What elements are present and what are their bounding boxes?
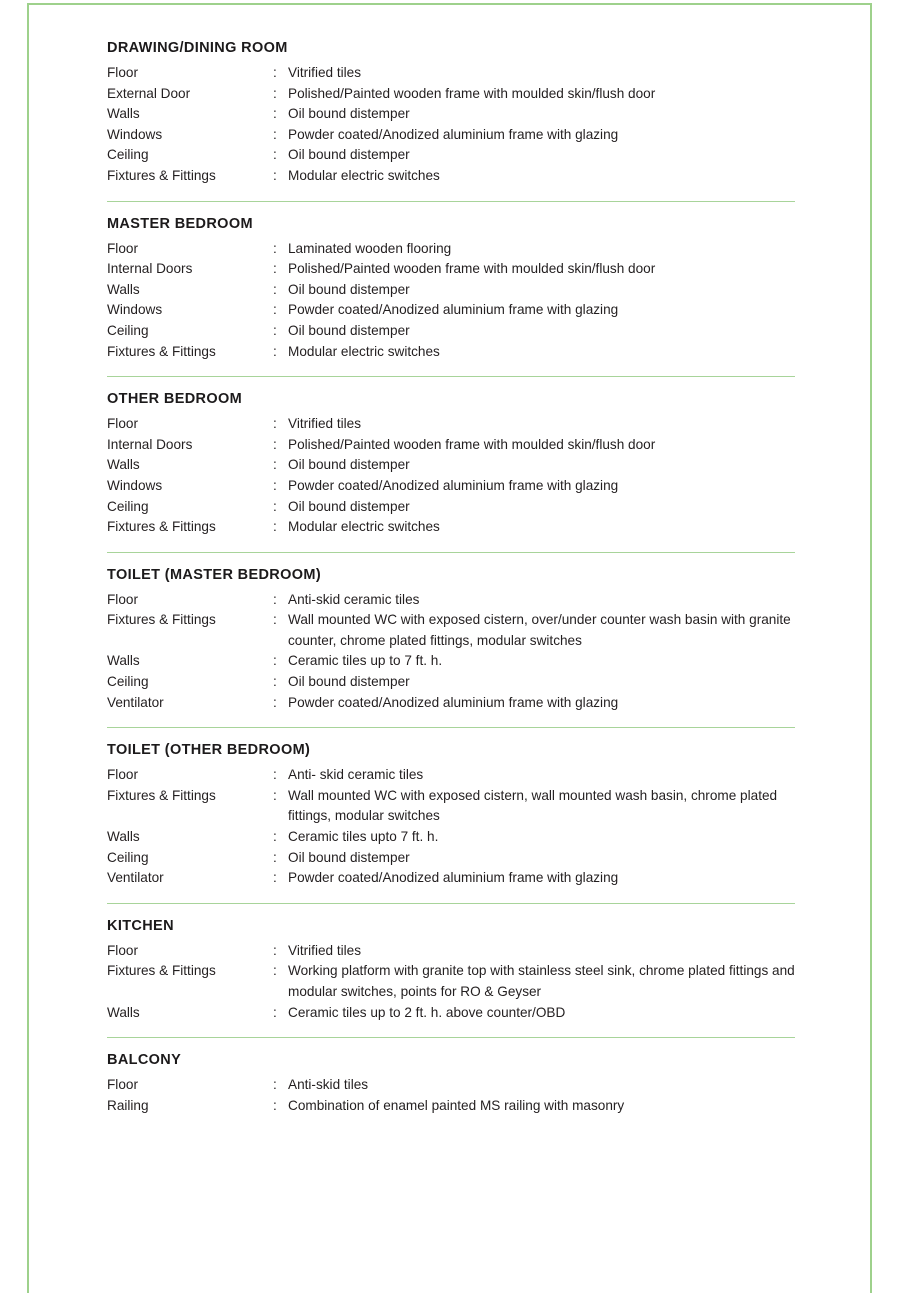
spec-value: Oil bound distemper	[288, 106, 410, 122]
spec-value: Powder coated/Anodized aluminium frame with glazing	[288, 694, 619, 710]
spec-label: Ceiling	[107, 322, 149, 338]
spec-value: Modular electric switches	[288, 343, 440, 359]
spec-row	[107, 517, 807, 538]
spec-row	[107, 455, 807, 476]
spec-label: Floor	[107, 591, 138, 607]
spec-section	[107, 567, 807, 714]
spec-value: Anti-skid ceramic tiles	[288, 591, 420, 607]
spec-row	[107, 651, 807, 672]
spec-row	[107, 84, 807, 105]
spec-label: Fixtures & Fittings	[107, 787, 216, 803]
spec-value: Vitrified tiles	[288, 416, 362, 432]
spec-row	[107, 590, 807, 611]
spec-row	[107, 941, 807, 962]
spec-label: Windows	[107, 302, 163, 318]
spec-value: Powder coated/Anodized aluminium frame with glazing	[288, 126, 619, 142]
section-divider	[107, 903, 795, 904]
spec-value: Vitrified tiles	[288, 942, 362, 958]
spec-colon: :	[273, 457, 277, 473]
spec-row	[107, 827, 807, 848]
spec-value: Combination of enamel painted MS railing with masonry	[288, 1097, 625, 1113]
spec-colon: :	[273, 1077, 277, 1093]
section-divider	[107, 201, 795, 202]
spec-colon: :	[273, 65, 277, 80]
spec-colon: :	[273, 416, 277, 432]
spec-value: Polished/Painted wooden frame with moulded skin/flush door	[288, 261, 656, 277]
spec-value: Oil bound distemper	[288, 498, 410, 514]
spec-value: Wall mounted WC with exposed cistern, wall mounted wash basin, chrome plated fittings, modular switches	[288, 787, 778, 824]
section-title: OTHER BEDROOM	[107, 391, 243, 408]
spec-colon: :	[273, 147, 277, 163]
spec-label: Walls	[107, 1004, 140, 1020]
spec-section	[107, 918, 807, 1023]
spec-colon: :	[273, 281, 277, 297]
section-title: TOILET (OTHER BEDROOM)	[107, 742, 311, 759]
spec-label: Ventilator	[107, 870, 164, 886]
spec-label: Ceiling	[107, 147, 149, 163]
section-divider	[107, 1037, 795, 1038]
spec-value: Ceramic tiles up to 2 ft. h. above counter/OBD	[288, 1004, 566, 1020]
spec-colon: :	[273, 787, 277, 803]
spec-colon: :	[273, 322, 277, 338]
spec-label: Ceiling	[107, 498, 149, 514]
spec-label: Railing	[107, 1097, 149, 1113]
spec-value: Ceramic tiles upto 7 ft. h.	[288, 829, 439, 845]
spec-value: Vitrified tiles	[288, 65, 362, 80]
spec-colon: :	[273, 1004, 277, 1020]
section-title: BALCONY	[107, 1052, 182, 1069]
spec-colon: :	[273, 477, 277, 493]
spec-row	[107, 300, 807, 321]
spec-colon: :	[273, 829, 277, 845]
spec-label: Walls	[107, 829, 140, 845]
spec-value: Oil bound distemper	[288, 674, 410, 690]
spec-label: Floor	[107, 942, 138, 958]
spec-value: Powder coated/Anodized aluminium frame with glazing	[288, 870, 619, 886]
section-title: DRAWING/DINING ROOM	[107, 40, 288, 56]
spec-row	[107, 63, 807, 84]
spec-colon: :	[273, 653, 277, 669]
section-divider	[107, 727, 795, 728]
spec-value: Modular electric switches	[288, 519, 440, 535]
spec-row	[107, 259, 807, 280]
section-title: KITCHEN	[107, 917, 174, 934]
spec-row	[107, 145, 807, 166]
spec-label: Windows	[107, 477, 163, 493]
spec-row	[107, 1075, 807, 1096]
spec-label: Walls	[107, 106, 140, 122]
spec-label: Walls	[107, 281, 140, 297]
spec-label: Floor	[107, 1077, 138, 1093]
spec-colon: :	[273, 963, 277, 979]
spec-colon: :	[273, 343, 277, 359]
spec-value: Oil bound distemper	[288, 457, 410, 473]
spec-label: Ventilator	[107, 694, 164, 710]
spec-value: Ceramic tiles up to 7 ft. h.	[288, 653, 443, 669]
spec-label: Floor	[107, 240, 138, 256]
spec-row	[107, 125, 807, 146]
spec-colon: :	[273, 849, 277, 865]
spec-value: Oil bound distemper	[288, 849, 410, 865]
spec-colon: :	[273, 519, 277, 535]
spec-label: Fixtures & Fittings	[107, 612, 216, 628]
spec-row	[107, 786, 807, 827]
spec-label: Windows	[107, 126, 163, 142]
spec-value: Laminated wooden flooring	[288, 240, 452, 256]
spec-value: Powder coated/Anodized aluminium frame with glazing	[288, 302, 619, 318]
spec-label: Walls	[107, 653, 140, 669]
spec-label: Walls	[107, 457, 140, 473]
spec-value: Working platform with granite top with stainless steel sink, chrome plated fittings and modular switches, points for RO & Geyser	[288, 963, 795, 999]
section-title: MASTER BEDROOM	[107, 215, 253, 232]
spec-value: Polished/Painted wooden frame with moulded skin/flush door	[288, 436, 656, 452]
spec-colon: :	[273, 767, 277, 783]
section-divider	[107, 376, 795, 377]
spec-colon: :	[273, 302, 277, 318]
spec-label: Fixtures & Fittings	[107, 167, 216, 183]
spec-row	[107, 435, 807, 456]
spec-label: Fixtures & Fittings	[107, 343, 216, 359]
spec-row	[107, 342, 807, 363]
spec-row	[107, 1003, 807, 1024]
spec-value: Wall mounted WC with exposed cistern, over/under counter wash basin with granite counter, chrome plated fittings, modular switches	[288, 612, 791, 648]
spec-colon: :	[273, 126, 277, 142]
spec-label: Ceiling	[107, 849, 149, 865]
spec-label: External Door	[107, 85, 191, 101]
spec-row	[107, 321, 807, 342]
spec-section	[107, 216, 807, 363]
spec-value: Modular electric switches	[288, 167, 440, 183]
spec-row	[107, 693, 807, 714]
spec-row	[107, 1096, 807, 1117]
spec-row	[107, 868, 807, 889]
spec-row	[107, 280, 807, 301]
spec-colon: :	[273, 261, 277, 277]
spec-section	[107, 40, 807, 187]
spec-row	[107, 414, 807, 435]
spec-label: Fixtures & Fittings	[107, 519, 216, 535]
spec-row	[107, 848, 807, 869]
spec-colon: :	[273, 436, 277, 452]
spec-label: Ceiling	[107, 674, 149, 690]
spec-row	[107, 166, 807, 187]
spec-section	[107, 1052, 807, 1116]
spec-colon: :	[273, 694, 277, 710]
spec-colon: :	[273, 85, 277, 101]
spec-label: Floor	[107, 65, 138, 80]
spec-colon: :	[273, 591, 277, 607]
spec-row	[107, 497, 807, 518]
spec-row	[107, 765, 807, 786]
spec-section	[107, 742, 807, 889]
spec-colon: :	[273, 870, 277, 886]
spec-row	[107, 610, 807, 651]
section-divider	[107, 552, 795, 553]
spec-value: Oil bound distemper	[288, 147, 410, 163]
spec-colon: :	[273, 674, 277, 690]
spec-colon: :	[273, 942, 277, 958]
spec-row	[107, 476, 807, 497]
section-title: TOILET (MASTER BEDROOM)	[107, 566, 321, 583]
spec-colon: :	[273, 167, 277, 183]
spec-colon: :	[273, 240, 277, 256]
specifications-document	[107, 40, 807, 1116]
spec-row	[107, 672, 807, 693]
spec-label: Internal Doors	[107, 436, 193, 452]
spec-row	[107, 239, 807, 260]
spec-colon: :	[273, 612, 277, 628]
spec-colon: :	[273, 1097, 277, 1113]
spec-label: Floor	[107, 416, 138, 432]
spec-section	[107, 391, 807, 538]
spec-label: Fixtures & Fittings	[107, 963, 216, 979]
spec-row	[107, 104, 807, 125]
spec-colon: :	[273, 498, 277, 514]
spec-value: Oil bound distemper	[288, 322, 410, 338]
spec-value: Polished/Painted wooden frame with moulded skin/flush door	[288, 85, 656, 101]
spec-value: Powder coated/Anodized aluminium frame with glazing	[288, 477, 619, 493]
spec-value: Anti-skid tiles	[288, 1077, 369, 1093]
spec-label: Internal Doors	[107, 261, 193, 277]
spec-row	[107, 961, 807, 1002]
spec-value: Oil bound distemper	[288, 281, 410, 297]
spec-colon: :	[273, 106, 277, 122]
spec-value: Anti- skid ceramic tiles	[288, 767, 424, 783]
spec-label: Floor	[107, 767, 138, 783]
